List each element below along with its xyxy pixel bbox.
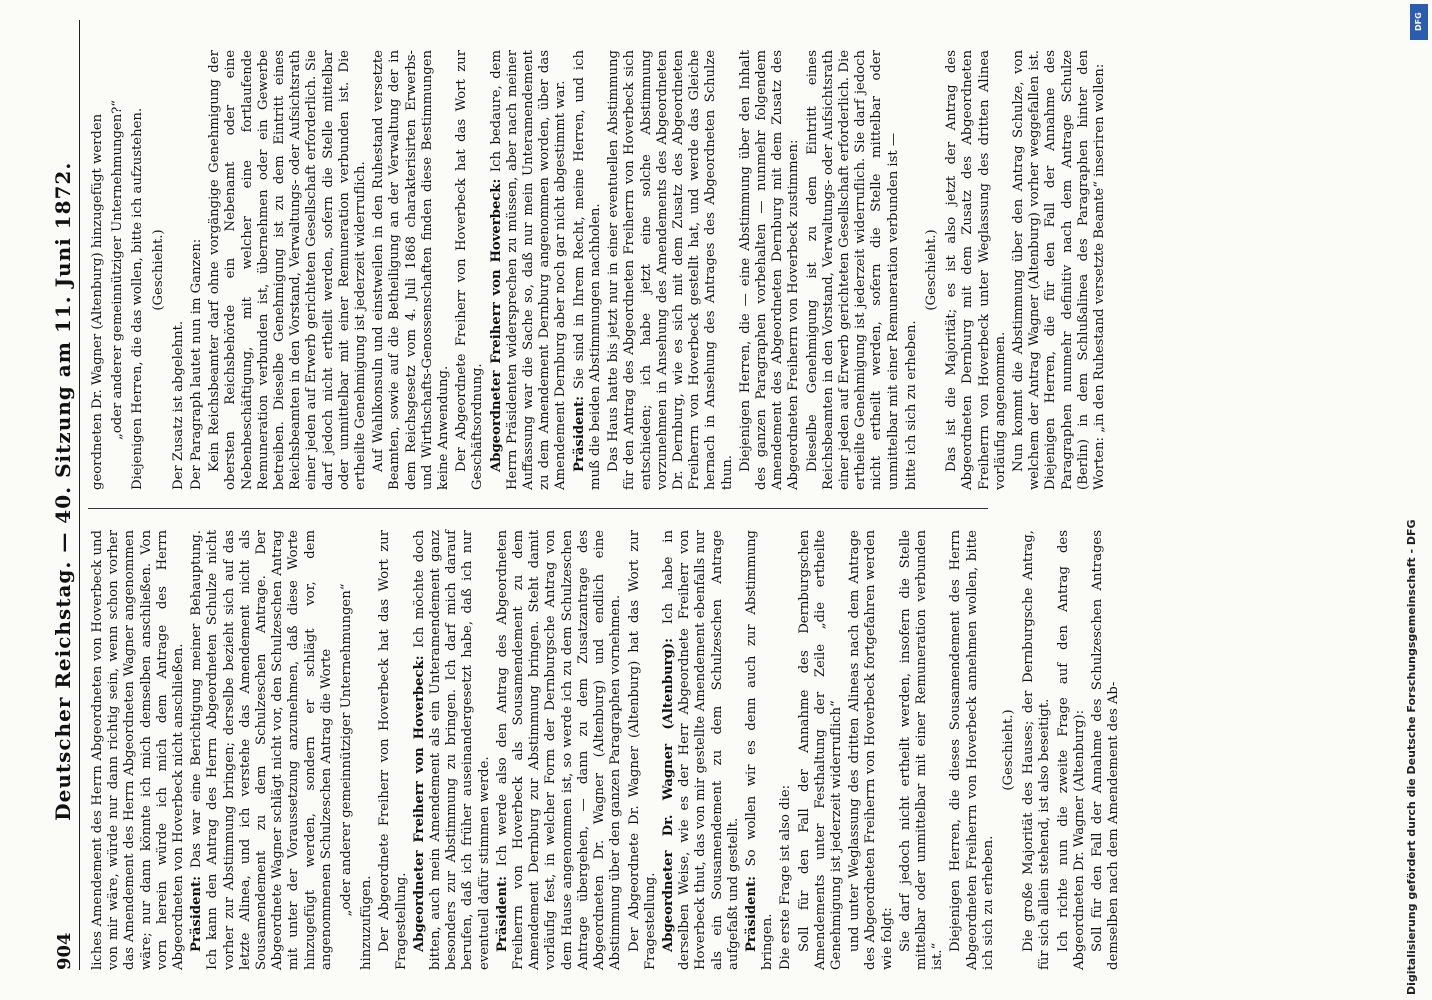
- paragraph: [944, 50, 1009, 490]
- paragraph-text: bitte ich sich zu erheben.: [903, 320, 919, 490]
- paragraph: [1011, 50, 1108, 490]
- dfg-logo: DFG: [1410, 4, 1428, 40]
- paragraph-text: Soll für den Fall der Annahme des Dernburgschen Amendements unter Festhaltung der Zeile „die ertheilte Genehmigung ist jederzeit widerruflich“: [796, 530, 844, 970]
- paragraph-text: Diejenigen Herren, die dieses Sousamendement des Herrn Abgeordneten Freiherrn von Hoverbeck annehmen wollen, bitte ich sich zu erheben.: [948, 530, 996, 970]
- paragraph-text: Der Zusatz ist abgelehnt.: [170, 320, 186, 490]
- paragraph: [130, 50, 146, 490]
- paragraph: [90, 530, 187, 970]
- paragraph-text: Das ist die Majorität; es ist also jetzt der Antrag des Abgeordneten Dernburg mit dem Zusatz des Abgeordneten Freiherrn von Hoverbeck unter Weglassung des dritten Alinea vorläufig angenommen.: [944, 50, 1008, 490]
- paragraph: [904, 50, 920, 490]
- paragraph-text: Der Abgeordnete Dr. Wagner (Altenburg) hat das Wort zur Fragestellung.: [626, 530, 658, 970]
- paragraph: [489, 50, 570, 490]
- paragraph-text: Soll für den Fall der Annahme des Schulzeschen Antrages demselben nach dem Amendement des Ab-: [1089, 530, 1122, 970]
- paragraph: [171, 50, 187, 490]
- paragraph: [371, 50, 452, 490]
- page-header: [40, 20, 80, 970]
- centered-line: [151, 50, 167, 490]
- paragraph-text: So wollen wir es denn auch zur Abstimmung bringen.: [743, 529, 776, 970]
- paragraph-text: Ich habe in derselben Weise, wie es der Herr Abgeordnete Freiherr von Hoverbeck thut, das von mir gestellte Amendement ebenfalls nur als ein Sousamendement zu dem Schulzeschen Antrage aufgefaßt und gestellt.: [660, 530, 741, 970]
- paragraph: [572, 50, 604, 490]
- paragraph-text: Die große Majorität des Hauses; der Dernburgsche Antrag, für sich allein stehend, ist also beseitigt.: [1021, 530, 1053, 970]
- centered-line: [110, 50, 126, 490]
- paragraph: [744, 530, 776, 970]
- dfg-credit: [1400, 15, 1422, 995]
- paragraph-text: Ich bedaure, dem Herrn Präsidenten widersprechen zu müssen, aber nach meiner Auffassung war die Sache so, daß nur mein Unteramendement zu dem Amendement Dernburg angenommen worden, über das Amendement Dernburg aber noch gar nicht abgestimmt war.: [488, 50, 569, 490]
- paragraph: [661, 530, 742, 970]
- paragraph-text: (Geschieht.): [150, 229, 166, 311]
- paragraph: [948, 530, 997, 970]
- paragraph: [377, 530, 409, 970]
- speaker-name: Präsident:: [494, 875, 510, 952]
- credit-text: Digitalisierung gefördert durch die Deutsche Forschungsgemeinschaft - DFG: [1404, 519, 1418, 995]
- paragraph-text: Das Haus hatte bis jetzt nur in einer eventuellen Abstimmung für den Antrag des Abgeordneten Freiherrn von Hoverbeck sich entschieden; ich habe jetzt eine solche Abstimmung vorzunehmen in Ansehung des Amendements des Abgeordneten Dr. Dernburg, wie es sich mit dem Zusatz des Abgeordneten Freiherrn von Hoverbeck gestellt hat, und werde das Gleiche hernach in Ansehung des Antrages des Abgeordneten Schulze thun.: [606, 50, 735, 490]
- paragraph-text: Kein Reichsbeamter darf ohne vorgängige Genehmigung der obersten Reichsbehörde ein Nebenamt oder eine Nebenbeschäftigung, mit welcher eine fortlaufende Remuneration verbunden ist, übernehmen oder ein Gewerbe betreiben. Dieselbe Genehmigung ist zu dem Eintritt eines Reichsbeamten in den Vorstand, Verwaltungs- oder Aufsichtsrath einer jeden auf Erwerb gerichteten Gesellschaft erforderlich. Sie darf jedoch nicht ertheilt werden, sofern die Stelle mittelbar oder unmittelbar mit einer Remuneration verbunden ist. Die ertheilte Genehmigung ist jederzeit widerruflich.: [207, 50, 369, 490]
- paragraph-text: Sie sind in Ihrem Recht, meine Herren, und ich muß die beiden Abstimmungen nachholen.: [571, 50, 603, 490]
- paragraph: [1090, 530, 1122, 970]
- paragraph: [847, 530, 896, 970]
- paragraph: [90, 50, 106, 490]
- paragraph-text: „oder anderer gemeinnütziger Unternehmungen?“: [110, 99, 126, 441]
- speaker-name: Präsident:: [189, 875, 205, 952]
- paragraph-text: Ich richte nun die zweite Frage auf den Antrag des Abgeordneten Dr. Wagner (Altenburg):: [1055, 530, 1087, 970]
- paragraph-text: hinzuzufügen.: [359, 875, 375, 970]
- paragraph-text: Dieselbe Genehmigung ist zu dem Eintritt eines Reichsbeamten in den Vorstand, Verwaltungs- oder Aufsichtsrath einer jeden auf Erwerb gerichteten Gesellschaft erforderlich. Die ertheilte Genehmigung ist jederzeit widerruflich. Sie darf jedoch nicht ertheilt werden, sofern die Stelle mittelbar oder unmittelbar mit einer Remuneration verbunden ist —: [804, 50, 901, 490]
- paragraph: [412, 530, 493, 970]
- paragraph-text: Diejenigen Herren, die das wollen, bitte ich aufzustehen.: [130, 107, 146, 490]
- rotated-page-content: [40, 20, 1400, 970]
- paragraph-text: Sie darf jedoch nicht ertheilt werden, insofern die Stelle mittelbar oder unmittelbar mit einer Remuneration verbunden ist.“: [897, 530, 946, 970]
- paragraph-text: Der Abgeordnete Freiherr von Hoverbeck hat das Wort zur Fragestellung.: [377, 530, 409, 970]
- right-column: [90, 50, 1110, 490]
- paragraph-text: „oder anderer gemeinnütziger Unternehmungen“: [339, 583, 355, 917]
- paragraph-text: (Geschieht.): [923, 229, 939, 311]
- column-divider: [88, 508, 988, 509]
- paragraph: [1021, 530, 1053, 970]
- paragraph-text: (Geschieht.): [1000, 709, 1016, 791]
- speaker-name: Abgeordneter Freiherr von Hoverbeck:: [411, 655, 427, 952]
- paragraph-text: liches Amendement des Herrn Abgeordneten von Hoverbeck und von mir wäre, würde nur dann richtig sein, wenn schon vorher das Amendement des Herrn Abgeordneten Wagner angenommen wäre; nur dann könnte ich mich demselben anschließen. Von vorn herein würde ich mich dem Antrage des Herrn Abgeordneten von Hoverbeck nicht anschließen.: [90, 530, 187, 970]
- page-title: Deutscher Reichstag. — 40. Sitzung am 11. Juni 1872.: [51, 161, 75, 821]
- paragraph-text: Das war eine Berichtigung meiner Behauptung. Ich kann den Antrag des Herrn Abgeordneten Schulze nicht vorher zur Abstimmung bringen; derselbe bezieht sich auf das letzte Alinea, und ich verstehe das Amendement nicht als Sousamendement zu dem Schulzeschen Antrage. Der Abgeordnete Wagner schlägt nicht vor, den Schulzeschen Antrag mit unter der Voraussetzung anzunehmen, daß diese Worte hinzugefügt werden, sondern er schlägt vor, dem angenommenen Schulzeschen Antrag die Worte: [189, 530, 334, 970]
- centered-line: [1001, 530, 1017, 970]
- paragraph: [627, 530, 659, 970]
- paragraph: [898, 530, 947, 970]
- paragraph: [778, 530, 794, 970]
- paragraph: [495, 530, 625, 970]
- paragraph-text: Ich werde also den Antrag des Abgeordneten Freiherrn von Hoverbeck als Sousamendement zu dem Amendement Dernburg zur Abstimmung bringen. Steht damit vorläufig fest, in welcher Form der Dernburgsche Antrag von dem Hause angenommen ist, so werde ich zu dem Schulzeschen Antrage übergehen, — dann zu dem Zusatzantrage des Abgeordneten Dr. Wagner (Altenburg) und endlich eine Abstimmung über den ganzen Paragraphen vornehmen.: [494, 530, 624, 970]
- left-column: [90, 530, 1124, 970]
- speaker-name: Präsident:: [743, 875, 759, 952]
- paragraph-text: und unter Weglassung des dritten Alineas nach dem Antrage des Abgeordneten Freiherrn von Hoverbeck fortgefahren werden wie folgt:: [847, 530, 895, 970]
- paragraph-text: Nun kommt die Abstimmung über den Antrag Schulze, von welchem der Antrag Wagner (Altenburg) vorher weggefallen ist. Diejenigen Herren, die für den Fall der Annahme des Paragraphen nunmehr definitiv nach dem Antrage Schulze (Berlin) in dem Schlußalinea des Paragraphen hinter den Worten: „in den Ruhestand versetzte Beamte“ inseriren wollen:: [1010, 50, 1107, 490]
- speaker-name: Abgeordneter Freiherr von Hoverbeck:: [488, 178, 504, 472]
- paragraph: [359, 530, 375, 970]
- paragraph: [189, 50, 205, 490]
- paragraph-text: Ich möchte doch bitten, auch mein Amendement als ein Unteramendement ganz besonders zur Abstimmung zu bringen. Ich darf mich darauf berufen, daß ich früher auseinandergesetzt habe, daß ich nur eventuell dafür stimmen werde.: [411, 530, 492, 970]
- paragraph: [738, 50, 803, 490]
- centered-line: [924, 50, 940, 490]
- paragraph: [797, 530, 846, 970]
- paragraph-text: Diejenigen Herren, die — eine Abstimmung über den Inhalt des ganzen Paragraphen vorbehalten — nunmehr folgendem Amendement des Abgeordneten Dernburg mit dem Zusatz des Abgeordneten Freiherrn von Hoverbeck zustimmen:: [737, 50, 802, 490]
- paragraph-text: geordneten Dr. Wagner (Altenburg) hinzugefügt werden: [90, 113, 105, 490]
- centered-line: [339, 530, 355, 970]
- paragraph-text: Die erste Frage ist also die:: [778, 784, 794, 970]
- paragraph-text: Der Abgeordnete Freiherr von Hoverbeck hat das Wort zur Geschäftsordnung.: [454, 50, 486, 490]
- speaker-name: Abgeordneter Dr. Wagner (Altenburg):: [660, 638, 676, 952]
- speaker-name: Präsident:: [571, 395, 587, 472]
- paragraph: [606, 50, 736, 490]
- page-number: 904: [54, 932, 75, 970]
- paragraph-text: Auf Wahlkonsuln und einstweilen in den Ruhestand versetzte Beamten, sowie auf die Betheiligung an der Verwaltung der in dem Reichsgesetz vom 4. Juli 1868 charakterisirten Erwerbs- und Wirthschafts-Genossenschaften finden diese Bestimmungen keine Anwendung.: [371, 50, 452, 490]
- paragraph: [189, 530, 335, 970]
- paragraph-text: Der Paragraph lautet nun im Ganzen:: [189, 238, 205, 490]
- paragraph: [207, 50, 369, 490]
- paragraph: [805, 50, 902, 490]
- paragraph: [454, 50, 486, 490]
- paragraph: [1056, 530, 1088, 970]
